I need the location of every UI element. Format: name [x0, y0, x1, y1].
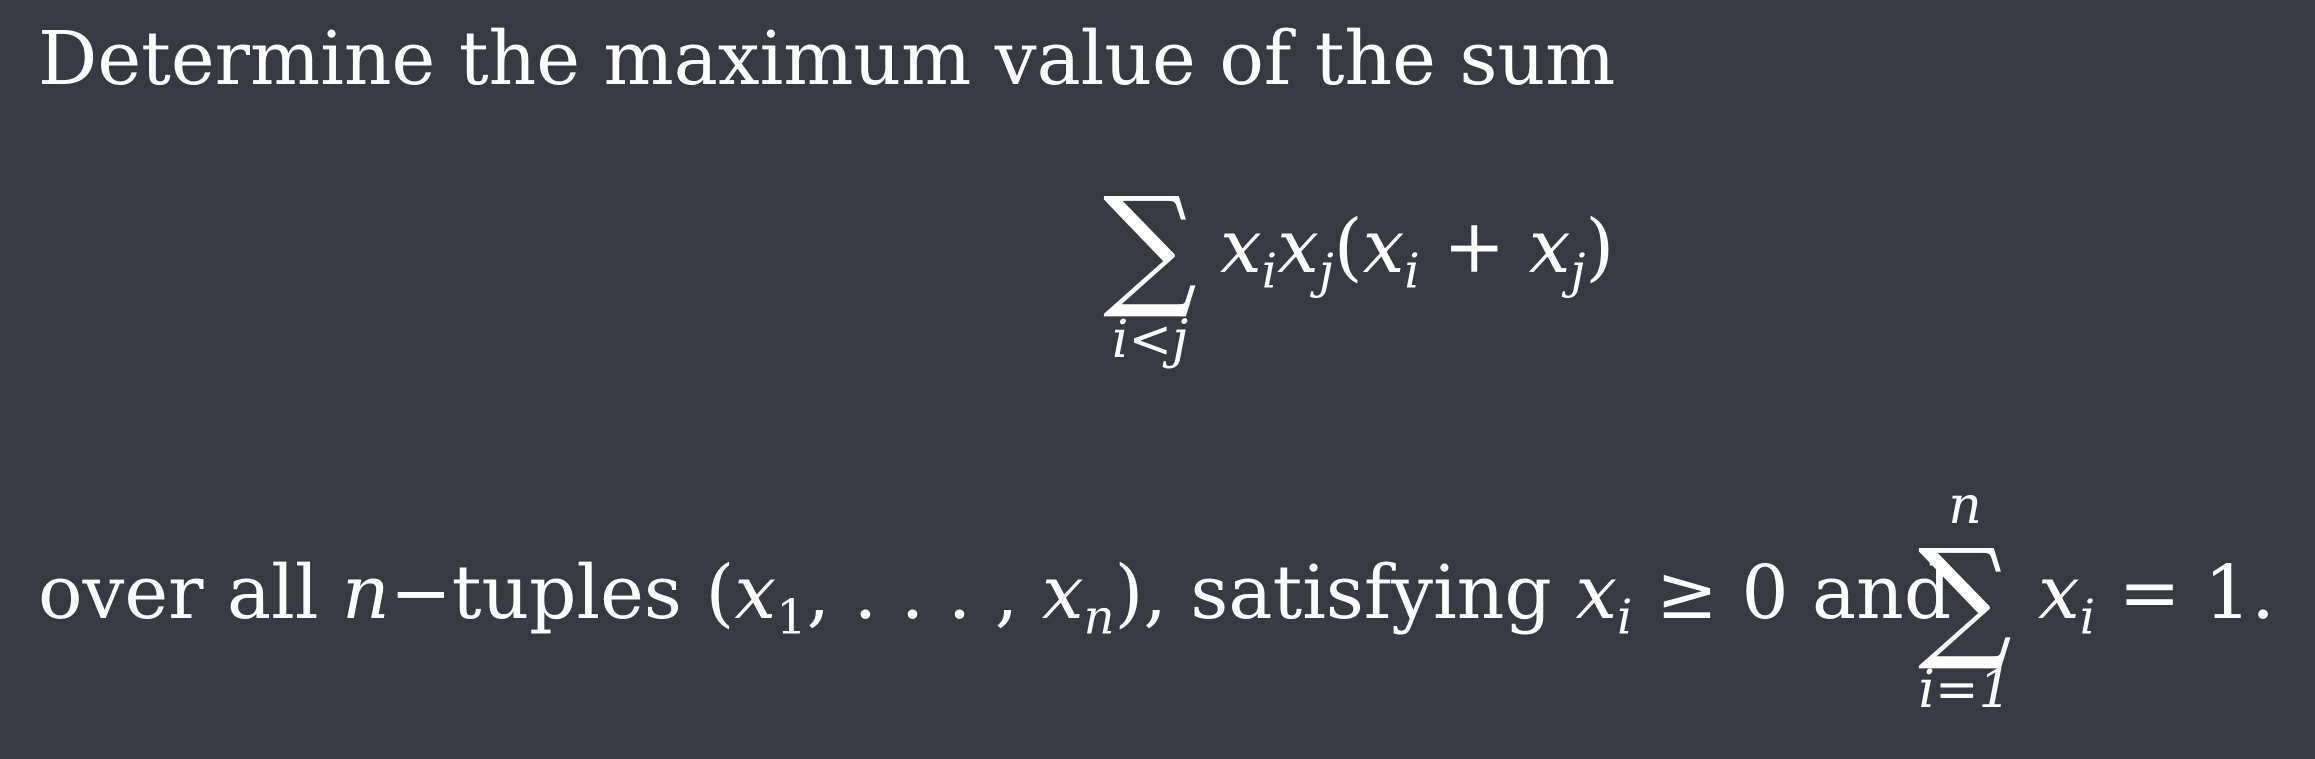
sub-i: i [1617, 589, 1633, 646]
sub-j: j [1570, 243, 1586, 300]
sum-upper-limit: n [1948, 476, 1982, 536]
problem-intro: Determine the maximum value of the sum [38, 16, 1616, 102]
var-x: x [734, 550, 777, 636]
text-geq-zero-and: ≥ 0 and [1632, 550, 1952, 636]
sub-i: i [1404, 243, 1420, 300]
var-x: x [1362, 204, 1405, 290]
sum-operator-block [1090, 169, 1210, 370]
close-paren: ) [1585, 204, 1615, 290]
constraint-sum-operator-block [1910, 476, 2020, 720]
sub-n: n [1083, 589, 1115, 646]
text-over-all: over all [38, 550, 319, 636]
sub-i: i [1261, 243, 1278, 300]
text-equals-one: = 1. [2095, 550, 2275, 636]
var-x: x [1220, 204, 1262, 290]
sum-subscript: i<j [1111, 310, 1189, 370]
plus-sign: + [1443, 204, 1506, 290]
var-x: x [1041, 550, 1084, 636]
problem-conclusion [38, 550, 1952, 646]
var-x: x [1528, 204, 1571, 290]
display-sum-formula [1090, 169, 1790, 400]
sum-term [1220, 204, 1615, 300]
var-x: x [1277, 204, 1319, 290]
var-x: x [1575, 550, 1618, 636]
text-tuples: −tuples [389, 550, 682, 636]
text-satisfying: ), satisfying [1114, 550, 1552, 636]
sub-i: i [2079, 589, 2096, 646]
var-n: n [342, 550, 390, 636]
sub-j: j [1318, 243, 1334, 300]
constraint-equation [2038, 550, 2275, 646]
sum-symbol: ∑ [1102, 169, 1198, 323]
open-paren: ( [1333, 204, 1363, 290]
open-paren: ( [705, 550, 735, 636]
ellipsis: , . . . , [806, 550, 1042, 636]
var-x: x [2038, 550, 2080, 636]
sub-1: 1 [776, 589, 807, 646]
sum-symbol: ∑ [1917, 521, 2013, 675]
sum-lower-limit: i=1 [1918, 660, 2012, 720]
